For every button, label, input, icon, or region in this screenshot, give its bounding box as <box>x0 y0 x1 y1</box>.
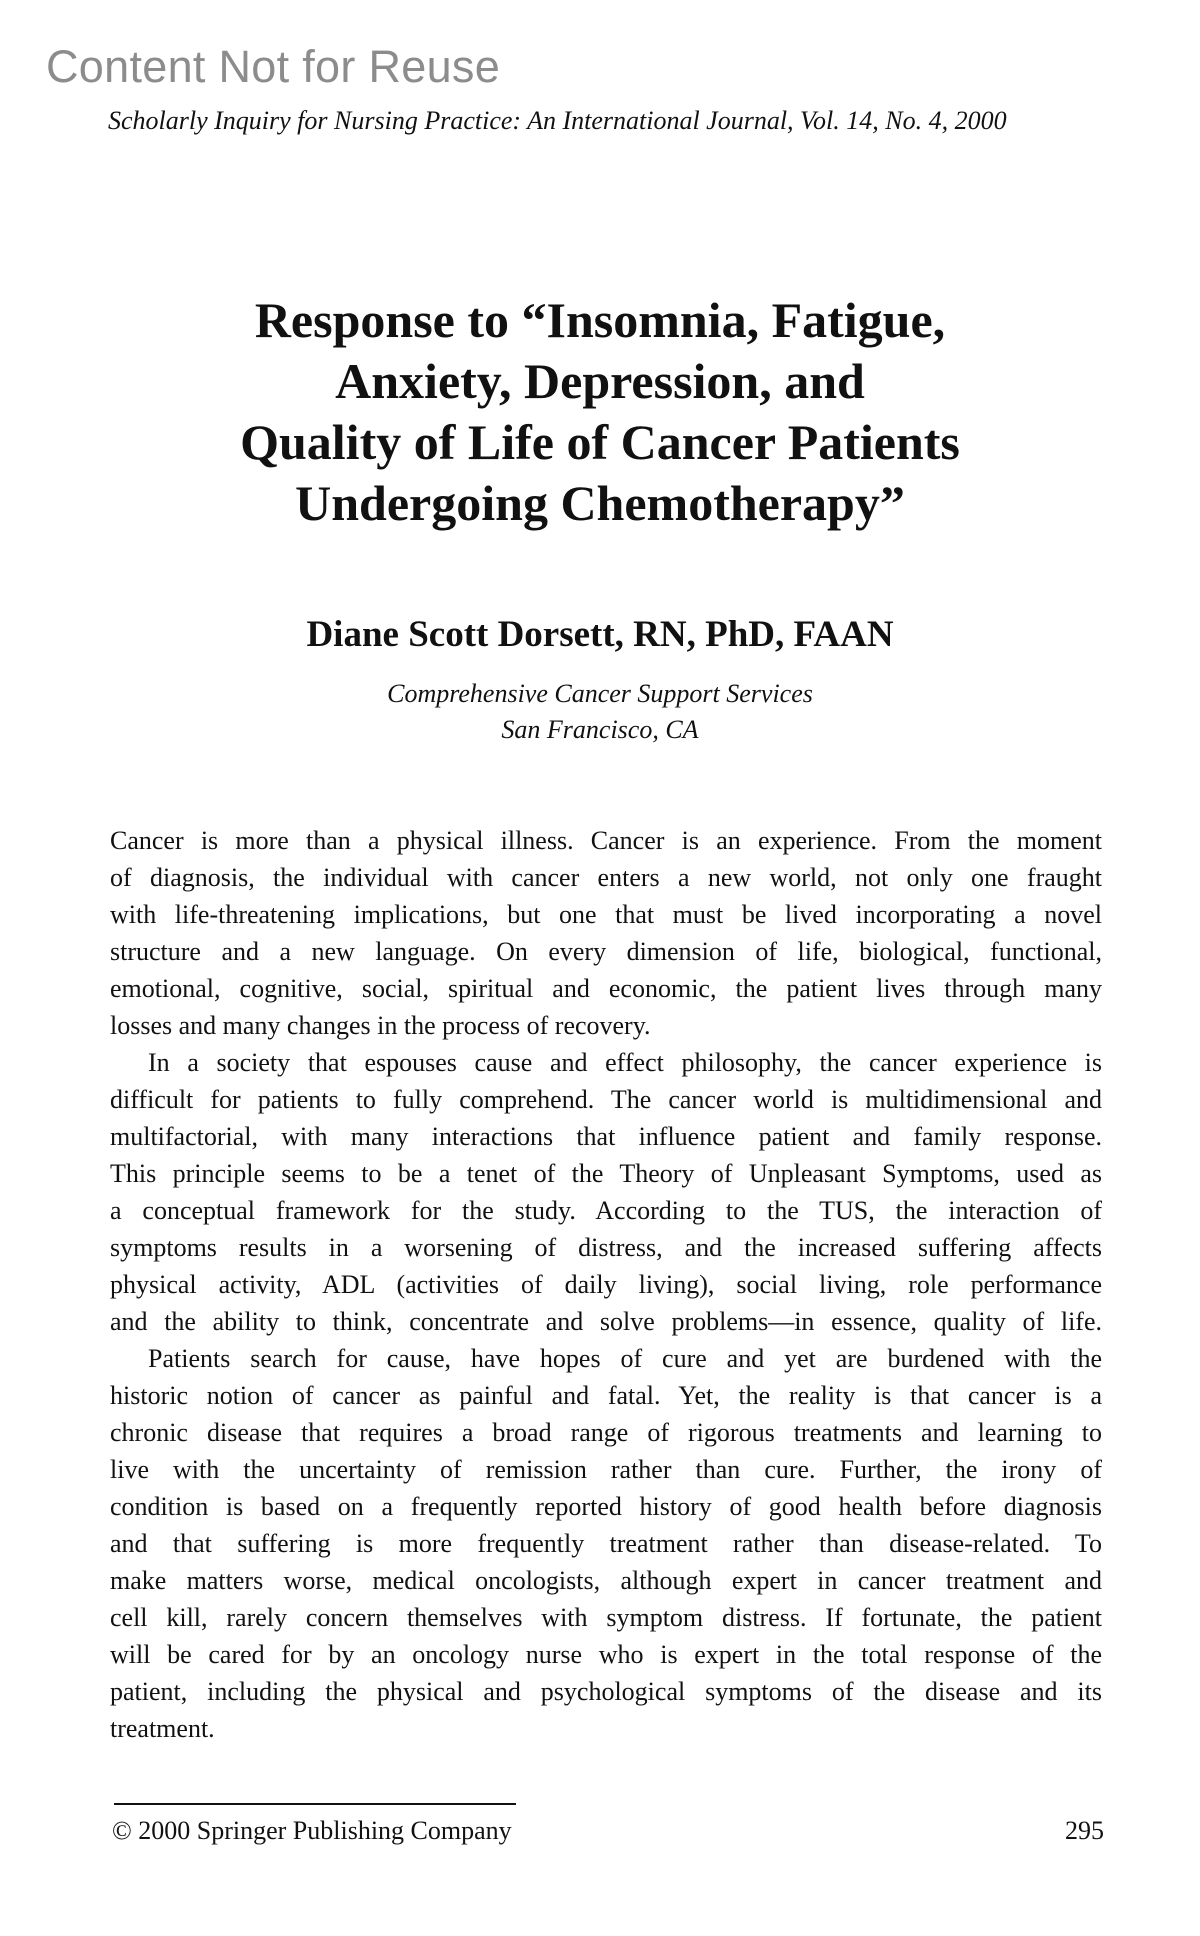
paragraph-2-line: difficult for patients to fully comprehend. The cancer world is multidimensional and <box>110 1085 1102 1114</box>
footnote-divider <box>114 1803 516 1805</box>
paragraph-3-line: will be cared for by an oncology nurse who is expert in the total response of the <box>110 1640 1102 1669</box>
paragraph-3-line: treatment. <box>110 1714 215 1743</box>
paragraph-3-line: patient, including the physical and psychological symptoms of the disease and its <box>110 1677 1102 1706</box>
title-line: Response to “Insomnia, Fatigue, <box>254 292 946 348</box>
author-affiliation <box>150 676 1050 748</box>
affiliation-organization: Comprehensive Cancer Support Services <box>387 679 813 708</box>
watermark: Content Not for Reuse <box>46 41 501 92</box>
paragraph-2-line: This principle seems to be a tenet of the Theory of Unpleasant Symptoms, used as <box>110 1159 1102 1188</box>
article-title <box>150 290 1050 534</box>
author-name: Diane Scott Dorsett, RN, PhD, FAAN <box>306 614 894 655</box>
paragraph-1-line: losses and many changes in the process of recovery. <box>110 1011 651 1040</box>
paragraph-3-line: historic notion of cancer as painful and fatal. Yet, the reality is that cancer is a <box>110 1381 1102 1410</box>
paragraph-2-line: multifactorial, with many interactions that influence patient and family response. <box>110 1122 1102 1151</box>
affiliation-location: San Francisco, CA <box>501 715 699 744</box>
paragraph-1-line: emotional, cognitive, social, spiritual and economic, the patient lives through many <box>110 974 1102 1003</box>
paragraph-1-line: Cancer is more than a physical illness. Cancer is an experience. From the moment <box>110 826 1102 855</box>
paragraph-3-line: and that suffering is more frequently treatment rather than disease-related. To <box>110 1529 1102 1558</box>
paragraph-3-line: live with the uncertainty of remission rather than cure. Further, the irony of <box>110 1455 1102 1484</box>
paragraph-3-line: Patients search for cause, have hopes of cure and yet are burdened with the <box>148 1344 1102 1373</box>
paragraph-2-line: a conceptual framework for the study. According to the TUS, the interaction of <box>110 1196 1102 1225</box>
paragraph-2-line: In a society that espouses cause and effect philosophy, the cancer experience is <box>148 1048 1102 1077</box>
paragraph-3-line: make matters worse, medical oncologists, although expert in cancer treatment and <box>110 1566 1102 1595</box>
paragraph-3-line: cell kill, rarely concern themselves with symptom distress. If fortunate, the patient <box>110 1603 1102 1632</box>
body-text <box>110 822 1102 1747</box>
copyright-notice: © 2000 Springer Publishing Company <box>112 1816 512 1845</box>
title-line: Quality of Life of Cancer Patients <box>240 414 960 470</box>
paragraph-3-line: condition is based on a frequently reported history of good health before diagnosis <box>110 1492 1102 1521</box>
paragraph-2-line: physical activity, ADL (activities of daily living), social living, role performance <box>110 1270 1102 1299</box>
paragraph-1-line: of diagnosis, the individual with cancer enters a new world, not only one fraught <box>110 863 1102 892</box>
paragraph-3-line: chronic disease that requires a broad range of rigorous treatments and learning to <box>110 1418 1102 1447</box>
page-number: 295 <box>1065 1816 1104 1845</box>
running-head: Scholarly Inquiry for Nursing Practice: An International Journal, Vol. 14, No. 4, 2000 <box>108 106 1007 135</box>
paragraph-2-line: symptoms results in a worsening of distress, and the increased suffering affects <box>110 1233 1102 1262</box>
title-line: Anxiety, Depression, and <box>335 353 865 409</box>
paragraph-1-line: structure and a new language. On every dimension of life, biological, functional, <box>110 937 1102 966</box>
title-line: Undergoing Chemotherapy” <box>295 475 905 531</box>
paragraph-2-line: and the ability to think, concentrate and solve problems—in essence, quality of life. <box>110 1307 1102 1336</box>
paragraph-1-line: with life-threatening implications, but one that must be lived incorporating a novel <box>110 900 1102 929</box>
